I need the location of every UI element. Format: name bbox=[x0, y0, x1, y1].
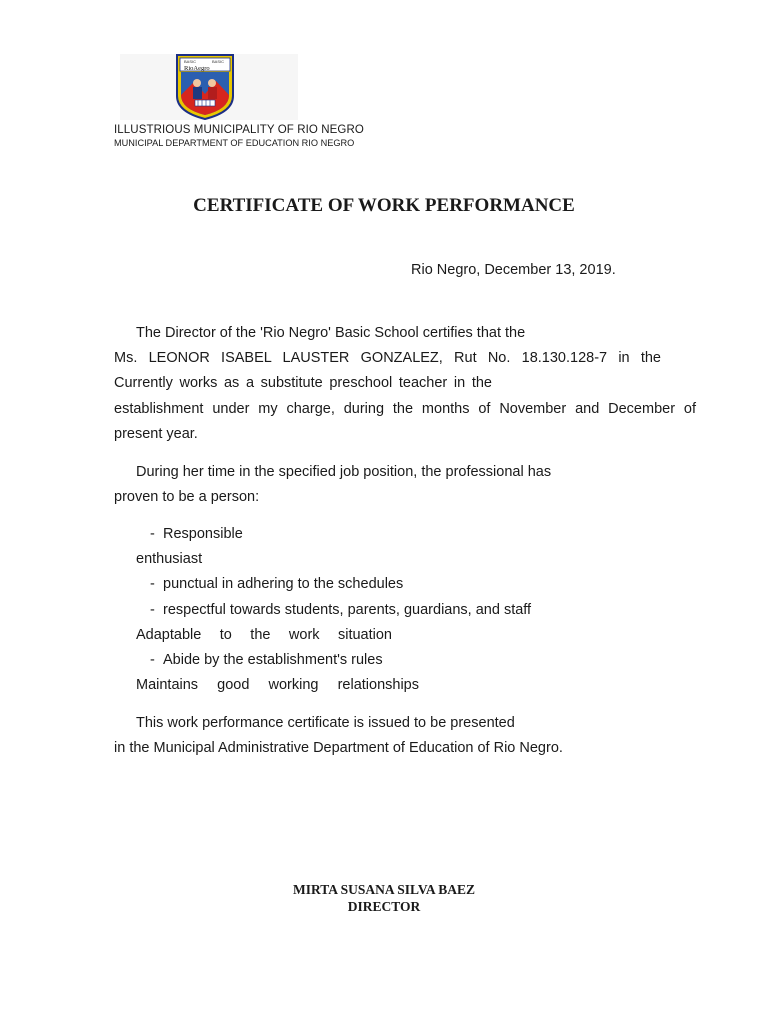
quality-item: enthusiast bbox=[136, 551, 203, 567]
bullet-dash: - bbox=[150, 602, 155, 618]
municipality-name: ILLUSTRIOUS MUNICIPALITY OF RIO NEGRO bbox=[114, 124, 364, 136]
quality-item: Abide by the establishment's rules bbox=[163, 652, 383, 668]
paragraph1-line: Currently works as a substitute preschool teacher in the bbox=[114, 375, 492, 391]
bullet-dash: - bbox=[150, 652, 155, 668]
logo-banner-right: BASIC bbox=[212, 59, 225, 64]
paragraph1-line: establishment under my charge, during the months of November and December of bbox=[114, 401, 696, 417]
paragraph2-line: proven to be a person: bbox=[114, 489, 260, 505]
municipality-crest-logo bbox=[176, 54, 234, 120]
logo-name: RioAegro bbox=[184, 65, 210, 72]
paragraph1-line: The Director of the 'Rio Negro' Basic School certifies that the bbox=[136, 325, 526, 341]
paragraph1-line: present year. bbox=[114, 426, 198, 442]
quality-item: Maintains good working relationships bbox=[136, 677, 419, 693]
paragraph3-line: This work performance certificate is issued to be presented bbox=[136, 715, 515, 731]
quality-item: respectful towards students, parents, guardians, and staff bbox=[163, 602, 532, 618]
bullet-dash: - bbox=[150, 526, 155, 542]
paragraph2-line: During her time in the specified job position, the professional has bbox=[136, 464, 552, 480]
bullet-dash: - bbox=[150, 576, 155, 592]
paragraph1-line: Ms. LEONOR ISABEL LAUSTER GONZALEZ, Rut No. 18.130.128-7 in the bbox=[114, 350, 661, 366]
quality-item: Adaptable to the work situation bbox=[136, 627, 392, 643]
signatory-role: DIRECTOR bbox=[347, 899, 421, 914]
paragraph3-line: in the Municipal Administrative Department of Education of Rio Negro. bbox=[114, 740, 563, 756]
certificate-title: CERTIFICATE OF WORK PERFORMANCE bbox=[193, 195, 575, 216]
quality-item: punctual in adhering to the schedules bbox=[163, 576, 404, 592]
quality-item: Responsible bbox=[163, 526, 243, 542]
department-name: MUNICIPAL DEPARTMENT OF EDUCATION RIO NEGRO bbox=[114, 138, 355, 148]
logo-banner-left: BASIC bbox=[184, 59, 197, 64]
issue-date: Rio Negro, December 13, 2019. bbox=[411, 262, 616, 278]
signatory-name: MIRTA SUSANA SILVA BAEZ bbox=[293, 882, 475, 897]
